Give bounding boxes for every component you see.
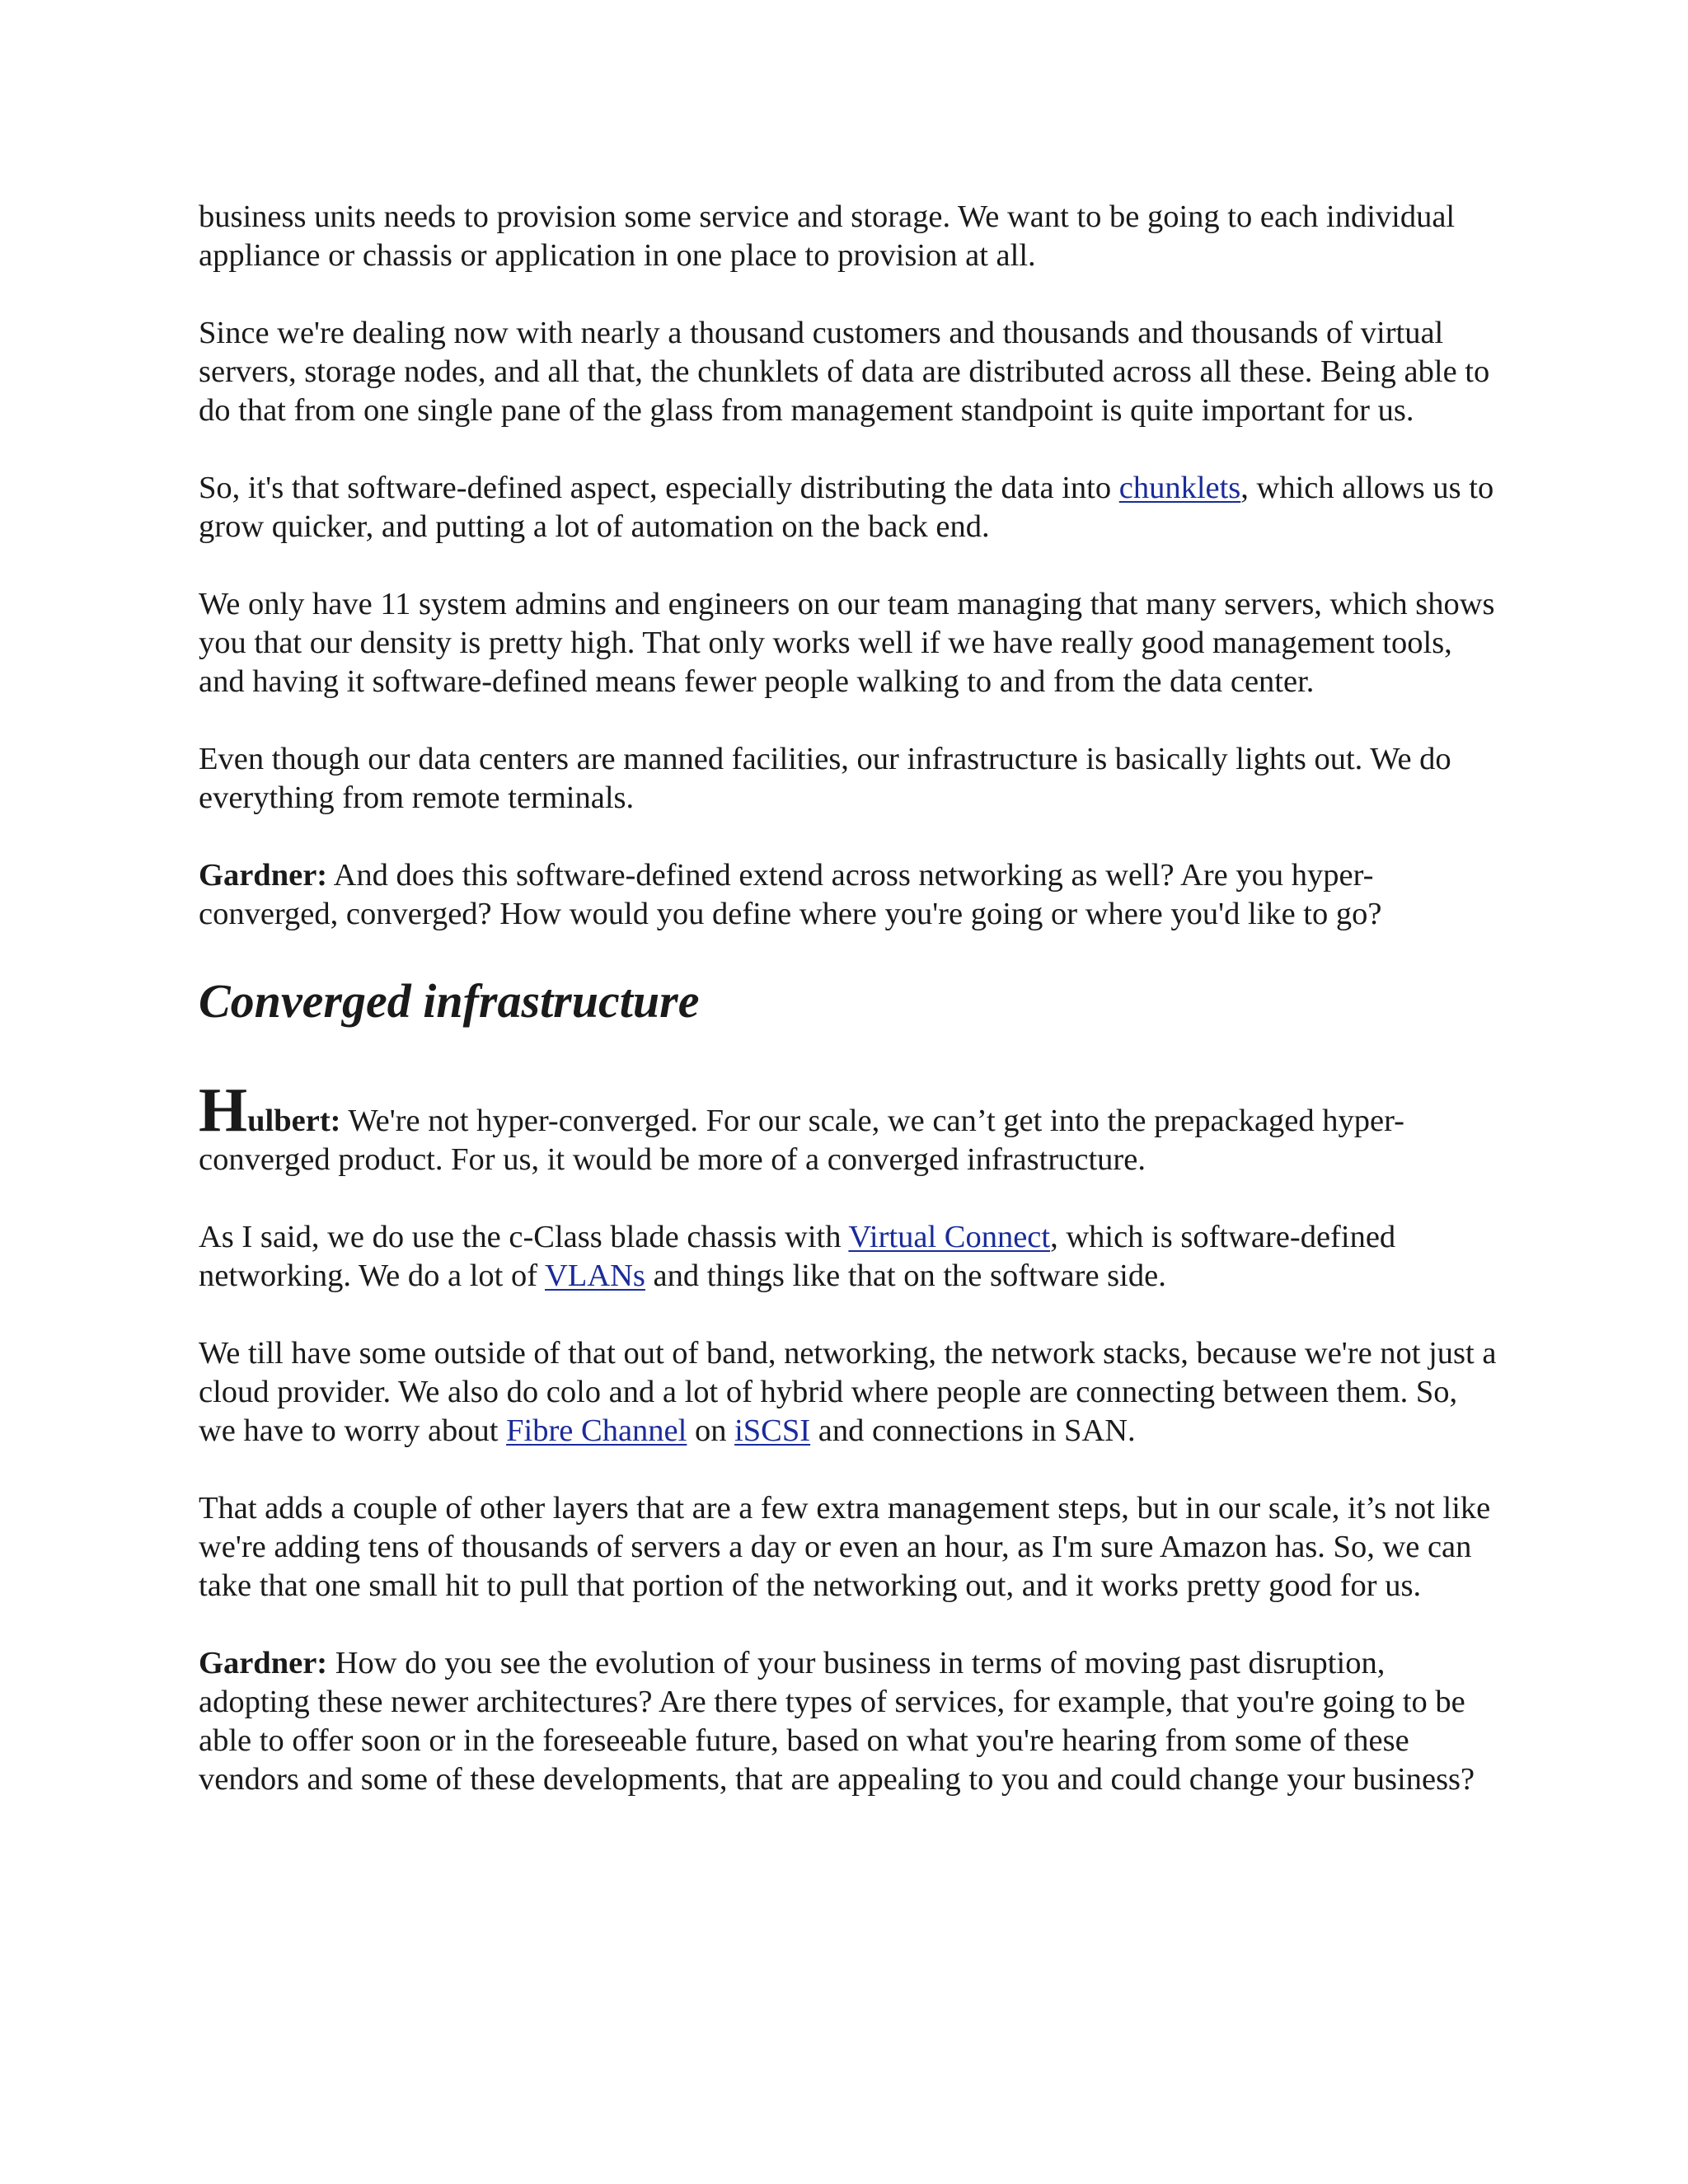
paragraph-text: We till have some outside of that out of band, networking, the network stacks, because we're not just a cloud provider. We also do colo and a lot of hybrid where people are connecting between them. So, we have to worry about: [199, 1336, 1497, 1448]
paragraph-text: Since we're dealing now with nearly a thousand customers and thousands and thousands of virtual servers, storage nodes, and all that, the chunklets of data are distributed across all these. Being able to do that from one single pane of the glass from management standpoint is quite important for us.: [199, 316, 1490, 428]
paragraph-provisioning: [199, 198, 1501, 275]
paragraph-text: How do you see the evolution of your business in terms of moving past disruption, adopting these newer architectures? Are there types of services, for example, that you're going to be able to offer soon or in the foreseeable future, based on what you're hearing from some of these vendors and some of these developments, that are appealing to you and could change your business?: [199, 1646, 1475, 1797]
paragraph-gardner-question-evolution: [199, 1644, 1501, 1799]
drop-cap: H: [199, 1076, 248, 1145]
section-heading: Converged infrastructure: [199, 974, 700, 1028]
paragraph-software-defined: [199, 469, 1501, 546]
paragraph-text: , which is software-defined networking. We do a lot of: [199, 1220, 1396, 1293]
paragraph-customers: [199, 314, 1501, 430]
paragraph-hulbert-answer: [199, 1076, 1501, 1179]
paragraph-text: We only have 11 system admins and engineers on our team managing that many servers, which shows you that our density is pretty high. That only works well if we have really good management tools, and having it software-defined means fewer people walking to and from the data center.: [199, 587, 1495, 699]
vlans-link[interactable]: VLANs: [545, 1258, 645, 1293]
document-page: [199, 198, 1501, 1838]
paragraph-text: So, it's that software-defined aspect, especially distributing the data into: [199, 471, 1119, 505]
paragraph-management-layers: [199, 1489, 1501, 1605]
paragraph-text: As I said, we do use the c-Class blade chassis with: [199, 1220, 849, 1254]
paragraph-gardner-question-networking: [199, 856, 1501, 934]
paragraph-text: business units needs to provision some service and storage. We want to be going to each individual appliance or chassis or application in one place to provision at all.: [199, 199, 1456, 273]
paragraph-text: Even though our data centers are manned facilities, our infrastructure is basically lights out. We do everything from remote terminals.: [199, 742, 1451, 815]
paragraph-text: and connections in SAN.: [810, 1413, 1136, 1448]
paragraph-text: And does this software-defined extend across networking as well? Are you hyper-converged, converged? How would you define where you're going or where you'd like to go?: [199, 858, 1382, 931]
paragraph-text: We're not hyper-converged. For our scale, we can’t get into the prepackaged hyper-converged product. For us, it would be more of a converged infrastructure.: [199, 1104, 1404, 1177]
paragraph-text: and things like that on the software side.: [645, 1258, 1166, 1293]
virtual-connect-link[interactable]: Virtual Connect: [848, 1220, 1051, 1254]
paragraph-text: , which allows us to grow quicker, and putting a lot of automation on the back end.: [199, 471, 1494, 544]
paragraph-text: That adds a couple of other layers that are a few extra management steps, but in our scale, it’s not like we're adding tens of thousands of servers a day or even an hour, as I'm sure Amazon has. So, we can take that one small hit to pull that portion of the networking out, and it works pretty good for us.: [199, 1491, 1491, 1603]
paragraph-team-size: [199, 585, 1501, 701]
paragraph-lights-out: [199, 740, 1501, 818]
fibre-channel-link[interactable]: Fibre Channel: [506, 1413, 687, 1448]
speaker-name: Gardner:: [199, 858, 328, 893]
paragraph-text: on: [687, 1413, 735, 1448]
iscsi-link[interactable]: iSCSI: [734, 1413, 811, 1448]
paragraph-virtual-connect: [199, 1218, 1501, 1296]
speaker-name: ulbert:: [247, 1104, 341, 1138]
speaker-name: Gardner:: [199, 1646, 328, 1680]
chunklets-link[interactable]: chunklets: [1118, 471, 1241, 505]
paragraph-out-of-band: [199, 1334, 1501, 1451]
